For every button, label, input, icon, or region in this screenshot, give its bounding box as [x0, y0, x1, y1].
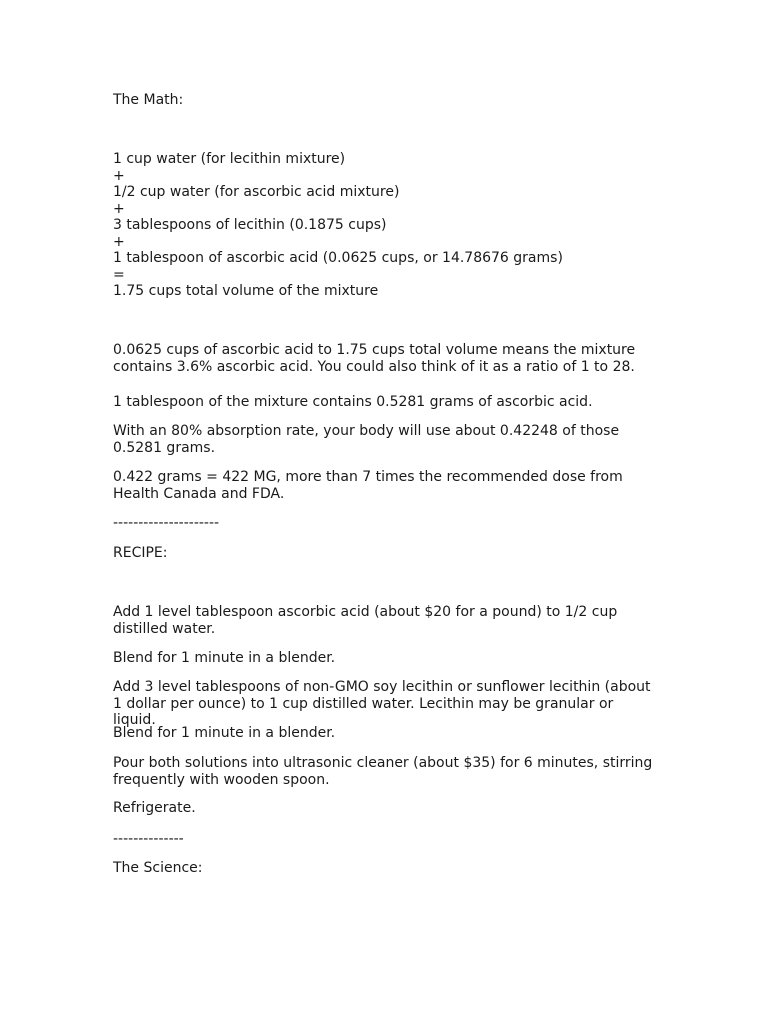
- math-line-2: 1/2 cup water (for ascorbic acid mixture): [113, 184, 400, 200]
- math-operator-plus-3: +: [113, 233, 125, 250]
- recipe-step-4: Blend for 1 minute in a blender.: [113, 725, 336, 741]
- math-heading: The Math:: [113, 92, 184, 108]
- math-line-1: 1 cup water (for lecithin mixture): [113, 151, 346, 167]
- section-divider: ---------------------: [113, 515, 220, 531]
- math-operator-equals: =: [113, 266, 125, 283]
- math-paragraph-ratio: 0.0625 cups of ascorbic acid to 1.75 cups total volume means the mixture contains 3.6% ascorbic acid. You could also think of it as a ratio of 1 to 28.: [113, 342, 640, 375]
- recipe-step-2: Blend for 1 minute in a blender.: [113, 650, 336, 666]
- section-divider-2: --------------: [113, 831, 184, 847]
- recipe-heading: RECIPE:: [113, 545, 168, 561]
- math-result-line: 1.75 cups total volume of the mixture: [113, 283, 379, 299]
- math-paragraph-dose: 0.422 grams = 422 MG, more than 7 times the recommended dose from Health Canada and FDA.: [113, 469, 628, 502]
- math-operator-plus-1: +: [113, 167, 125, 184]
- recipe-step-6: Refrigerate.: [113, 800, 196, 816]
- recipe-step-3: Add 3 level tablespoons of non-GMO soy lecithin or sunflower lecithin (about 1 dollar per ounce) to 1 cup distilled water. Lecithin may be granular or liquid.: [113, 679, 655, 728]
- recipe-step-1: Add 1 level tablespoon ascorbic acid (about $20 for a pound) to 1/2 cup distilled water.: [113, 604, 622, 637]
- math-paragraph-tablespoon: 1 tablespoon of the mixture contains 0.5281 grams of ascorbic acid.: [113, 394, 593, 410]
- math-line-4: 1 tablespoon of ascorbic acid (0.0625 cups, or 14.78676 grams): [113, 250, 563, 266]
- recipe-step-5: Pour both solutions into ultrasonic cleaner (about $35) for 6 minutes, stirring frequently with wooden spoon.: [113, 755, 657, 788]
- math-paragraph-absorption: With an 80% absorption rate, your body will use about 0.42248 of those 0.5281 grams.: [113, 423, 624, 456]
- math-line-3: 3 tablespoons of lecithin (0.1875 cups): [113, 217, 387, 233]
- science-heading: The Science:: [113, 860, 203, 876]
- math-operator-plus-2: +: [113, 200, 125, 217]
